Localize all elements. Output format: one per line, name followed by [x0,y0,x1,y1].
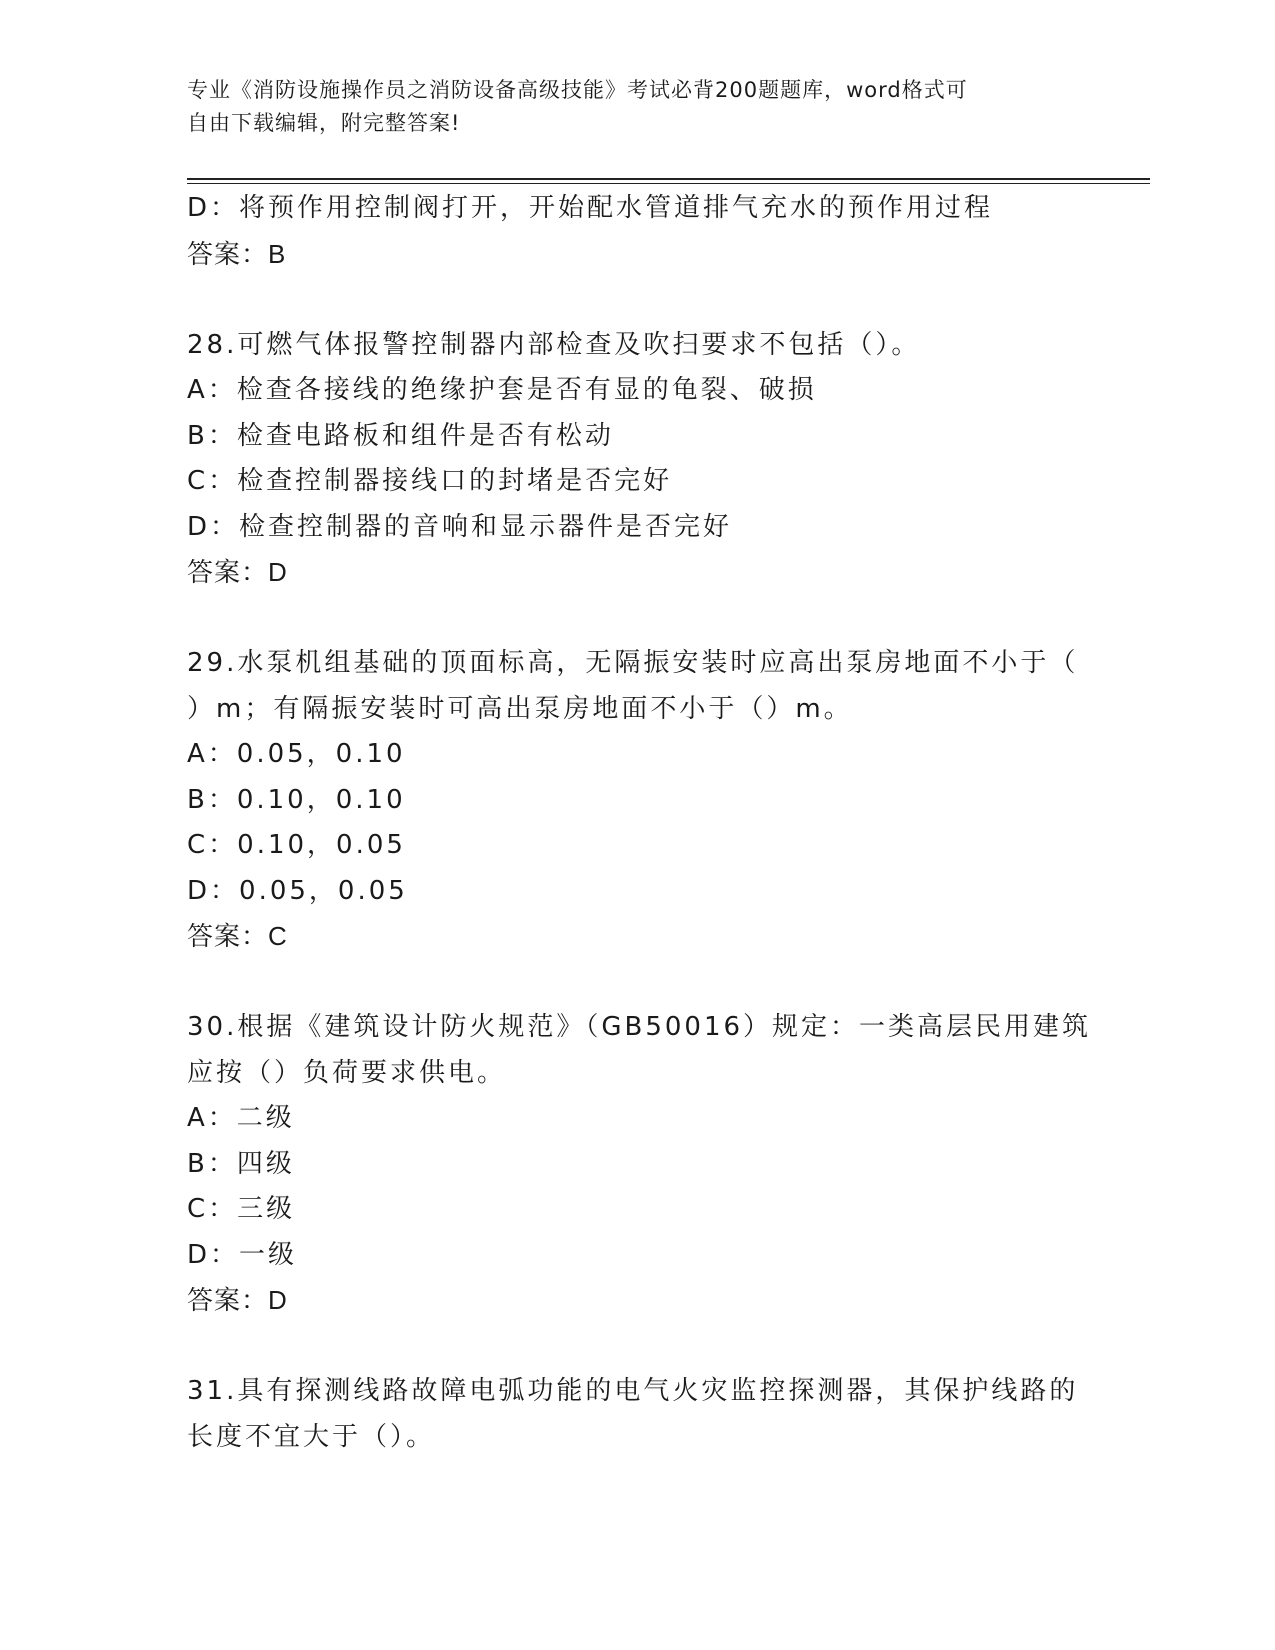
question-stem-line-1: 31.具有探测线路故障电弧功能的电气火灾监控探测器，其保护线路的 [187,1376,1079,1406]
question-28 [187,323,1087,596]
option-c: C：三级 [187,1194,296,1224]
header-line-2: 自由下载编辑，附完整答案! [187,111,461,135]
question-stem: 28.可燃气体报警控制器内部检查及吹扫要求不包括（）。 [187,329,921,360]
header-divider-thick [187,178,1150,180]
option-b: B：0.10，0.10 [187,784,406,815]
page-header [187,74,1067,140]
question-30 [187,1005,1092,1324]
prev-option-d: D：将预作用控制阀打开，开始配水管道排气充水的预作用过程 [187,193,994,223]
header-divider-thin [187,183,1150,184]
spacer [187,1324,1087,1370]
question-stem-line-2: 长度不宜大于（）。 [187,1421,436,1452]
question-stem-line-1: 30.根据《建筑设计防火规范》（GB50016）规定：一类高层民用建筑 [187,1012,1092,1042]
question-stem-line-2: ）m；有隔振安装时可高出泵房地面不小于（）m。 [187,693,853,724]
option-d: D：检查控制器的音响和显示器件是否完好 [187,511,733,542]
option-b: B：四级 [187,1148,295,1179]
option-a: A：0.05，0.10 [187,739,406,769]
option-d: D：一级 [187,1239,298,1270]
question-content [187,186,1092,1460]
question-29 [187,641,1087,960]
answer: 答案：D [187,557,288,587]
option-d: D：0.05，0.05 [187,875,408,906]
option-c: C：检查控制器接线口的封堵是否完好 [187,466,673,496]
spacer [187,277,1087,323]
spacer [187,960,1087,1006]
spacer [187,596,1087,642]
question-31 [187,1369,1087,1460]
answer: 答案：D [187,1285,288,1315]
question-stem-line-2: 应按（）负荷要求供电。 [187,1057,507,1088]
answer: 答案：C [187,921,288,951]
prev-answer: 答案：B [187,238,287,269]
option-b: B：检查电路板和组件是否有松动 [187,420,614,451]
question-stem-line-1: 29.水泵机组基础的顶面标高，无隔振安装时应高出泵房地面不小于（ [187,648,1079,678]
option-a: A：检查各接线的绝缘护套是否有显的龟裂、破损 [187,375,817,405]
header-line-1: 专业《消防设施操作员之消防设备高级技能》考试必背200题题库，word格式可 [187,78,968,102]
option-a: A：二级 [187,1103,295,1133]
option-c: C：0.10，0.05 [187,830,406,860]
